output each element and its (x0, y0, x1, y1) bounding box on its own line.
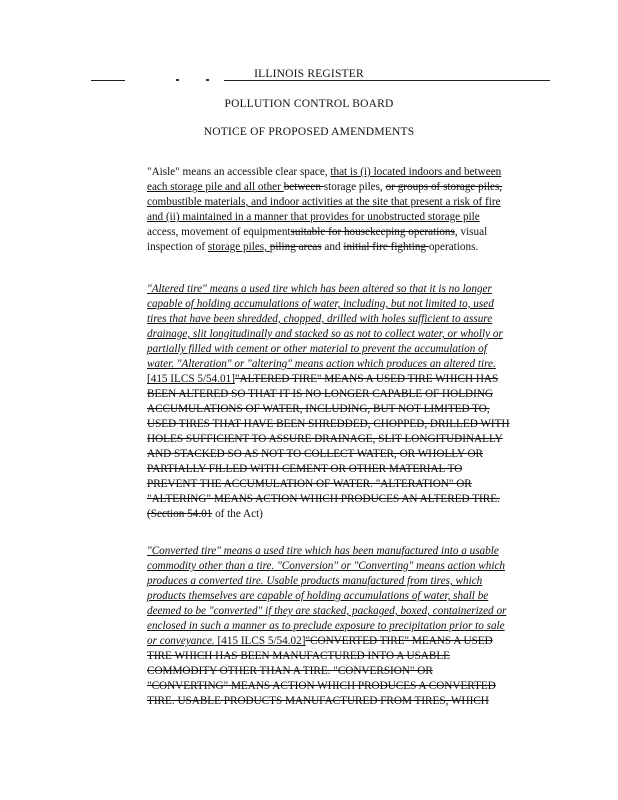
aisle-deleted-text: piling areas (269, 241, 322, 253)
aisle-paragraph (147, 165, 512, 255)
aisle-text: storage piles, (323, 181, 386, 193)
aisle-definition (147, 165, 512, 255)
altered-text: of the Act) (212, 508, 263, 520)
header-rule-right (224, 80, 550, 81)
aisle-text: operations. (428, 241, 479, 253)
converted-citation: [415 ILCS 5/54.02] (214, 635, 306, 647)
aisle-text: access, movement of equipment (147, 226, 291, 238)
aisle-text: "Aisle" means an accessible clear space, (147, 166, 331, 178)
aisle-deleted-text: suitable for housekeeping operations (290, 226, 455, 238)
aisle-inserted-text: that is (i) located indoors and between each storage pile and all other (147, 166, 502, 193)
aisle-text: , visual inspection of (147, 226, 488, 253)
aisle-inserted-text: combustible materials, and indoor activities at the site that present a risk of fire and (ii) maintained in a manner that provides for unobstructed storage pile (147, 196, 501, 223)
converted-paragraph (147, 544, 512, 709)
aisle-deleted-text: or groups of storage piles, (385, 181, 503, 193)
aisle-deleted-text: initial fire fighting (343, 241, 429, 253)
notice-title: NOTICE OF PROPOSED AMENDMENTS (203, 126, 415, 138)
board-title: POLLUTION CONTROL BOARD (224, 98, 394, 110)
register-title: ILLINOIS REGISTER (254, 68, 364, 80)
altered-citation: [415 ILCS 5/54.01] (147, 373, 235, 385)
altered-inserted-text: "Altered tire" means a used tire which has been altered so that it is no longer capable of holding accumulations of water, including, but not limited to, used tires that have been shredded, chopped, drilled with holes sufficient to assure drainage, slit longitudinally and stacked so as not to collect water, or wholly or partially filled with cement or other material to prevent the accumulation of water. "Alteration" or "altering" means action which produces an altered tire. (147, 283, 503, 370)
altered-tire-definition (147, 282, 512, 522)
converted-inserted-text: "Converted tire" means a used tire which has been manufactured into a usable commodity other than a tire. "Conversion" or "Converting" means action which produces a converted tire. Usable products manufactured from tires, which products themselves are capable of holding accumulations of water, shall be deemed to be "converted" if they are stacked, packaged, boxed, containerized or enclosed in such a manner as to preclude exposure to precipitation prior to sale or conveyance. (147, 545, 507, 647)
altered-paragraph (147, 282, 512, 522)
converted-deleted-text: "CONVERTED TIRE" MEANS A USED TIRE WHICH HAS BEEN MANUFACTURED INTO A USABLE COMMODITY OTHER THAN A TIRE. "CONVERSION" OR "CONVERTING" MEANS ACTION WHICH PRODUCES A CONVERTED TIRE. USABLE PRODUCTS MANUFACTURED FROM TIRES, WHICH (147, 635, 496, 707)
converted-tire-definition (147, 544, 512, 709)
aisle-text: and (321, 241, 344, 253)
header-rule-left (91, 80, 125, 81)
altered-deleted-text: "ALTERED TIRE" MEANS A USED TIRE WHICH HAS BEEN ALTERED SO THAT IT IS NO LONGER CAPABLE OF HOLDING ACCUMULATIONS OF WATER, INCLUDING, BUT NOT LIMITED TO, USED TIRES THAT HAVE BEEN SHREDDED, CHOPPED, DRILLED WITH HOLES SUFFICIENT TO ASSURE DRAINAGE, SLIT LONGITUDINALLY AND STACKED SO AS NOT TO COLLECT WATER, OR WHOLLY OR PARTIALLY FILLED WITH CEMENT OR OTHER MATERIAL TO PREVENT THE ACCUMULATION OF WATER. "ALTERATION" OR "ALTERING" MEANS ACTION WHICH PRODUCES AN ALTERED TIRE. (Section 54.01 (147, 373, 510, 520)
aisle-deleted-text: between (283, 181, 324, 193)
aisle-inserted-text: storage piles, (207, 241, 270, 253)
